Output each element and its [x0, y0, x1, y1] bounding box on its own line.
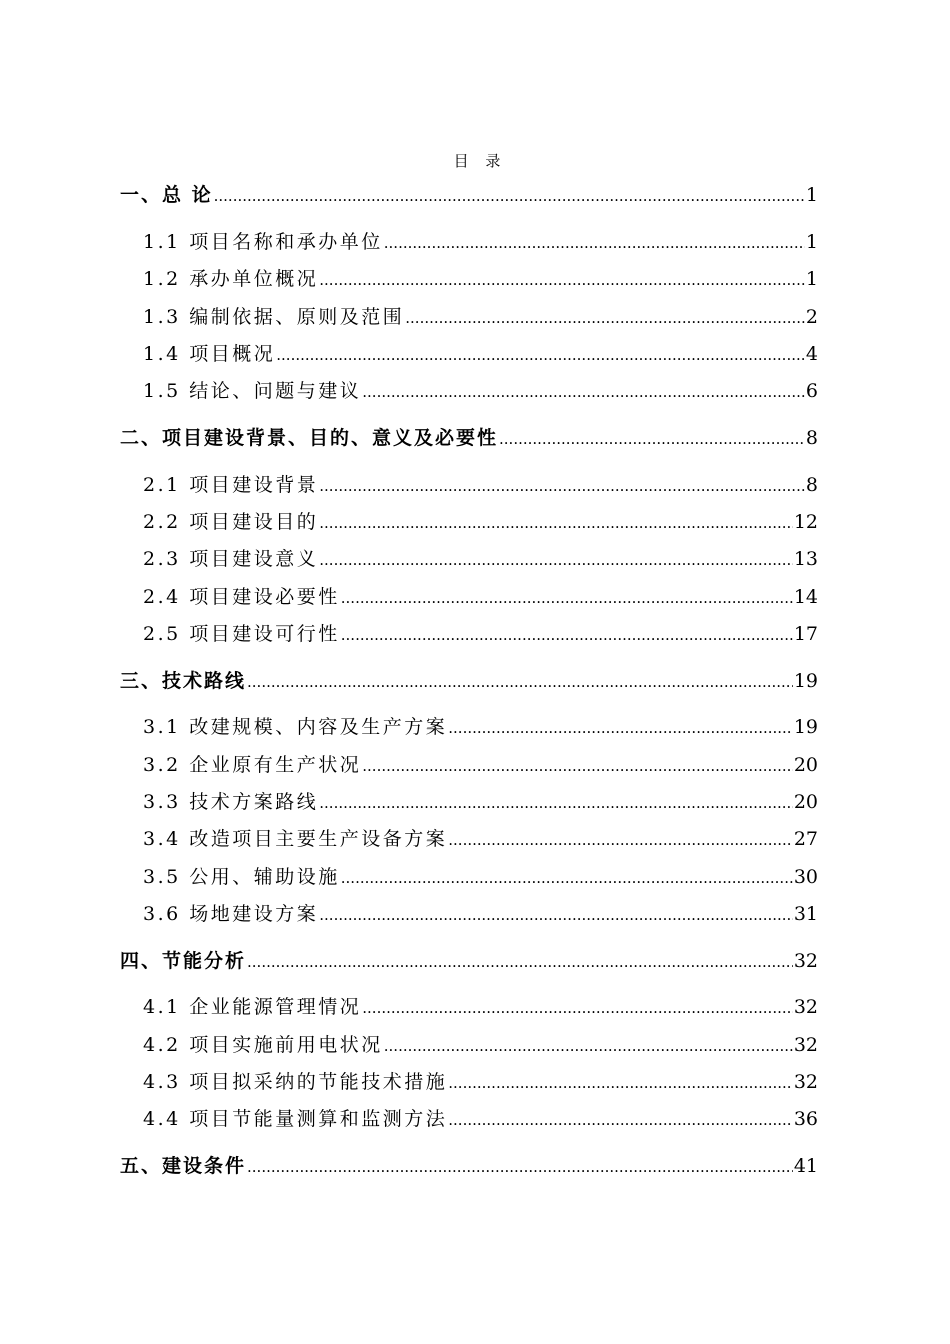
toc-entry[interactable]	[143, 264, 818, 294]
toc-entry-page: 20	[793, 791, 818, 813]
toc-dot-leader	[384, 228, 805, 258]
toc-entry-page: 31	[793, 903, 818, 925]
toc-entry-label: 二、项目建设背景、目的、意义及必要性	[120, 427, 499, 449]
toc-dot-leader	[319, 788, 793, 818]
toc-entry-page: 32	[793, 1071, 818, 1093]
toc-entry[interactable]	[120, 946, 818, 976]
toc-entry[interactable]	[143, 862, 818, 892]
toc-entry-label: 2.1 项目建设背景	[143, 474, 319, 496]
toc-entry[interactable]	[143, 992, 818, 1022]
toc-entry[interactable]	[143, 899, 818, 929]
toc-entry-page: 41	[793, 1155, 818, 1177]
toc-dot-leader	[362, 751, 793, 781]
toc-entry-page: 8	[805, 427, 818, 449]
toc-entry-page: 12	[793, 511, 818, 533]
toc-dot-leader	[319, 900, 793, 930]
toc-entry-page: 32	[793, 996, 818, 1018]
toc-entry[interactable]	[120, 1151, 818, 1181]
toc-dot-leader	[448, 1068, 793, 1098]
toc-entry[interactable]	[143, 302, 818, 332]
toc-entry-label: 4.2 项目实施前用电状况	[143, 1034, 383, 1056]
toc-entry-page: 1	[805, 268, 818, 290]
toc-entry-label: 1.1 项目名称和承办单位	[143, 231, 383, 253]
toc-entry-page: 19	[793, 670, 818, 692]
toc-entry-label: 3.1 改建规模、内容及生产方案	[143, 716, 448, 738]
toc-entry[interactable]	[120, 666, 818, 696]
toc-entry-page: 19	[793, 716, 818, 738]
toc-entry-label: 2.3 项目建设意义	[143, 548, 319, 570]
toc-dot-leader	[448, 713, 793, 743]
toc-dot-leader	[214, 181, 805, 211]
toc-entry[interactable]	[143, 376, 818, 406]
toc-entry-label: 3.4 改造项目主要生产设备方案	[143, 828, 448, 850]
toc-entry-label: 2.2 项目建设目的	[143, 511, 319, 533]
toc-entry-page: 27	[793, 828, 818, 850]
toc-entry[interactable]	[143, 582, 818, 612]
toc-entry-label: 4.1 企业能源管理情况	[143, 996, 362, 1018]
toc-entry-page: 1	[805, 184, 818, 206]
toc-dot-leader	[319, 508, 793, 538]
toc-entry-page: 14	[793, 586, 818, 608]
toc-dot-leader	[319, 265, 805, 295]
toc-entry-label: 1.2 承办单位概况	[143, 268, 319, 290]
toc-entry-label: 三、技术路线	[120, 670, 247, 692]
toc-entry-label: 2.5 项目建设可行性	[143, 623, 340, 645]
toc-entry-page: 36	[793, 1108, 818, 1130]
toc-entry-label: 3.2 企业原有生产状况	[143, 754, 362, 776]
toc-entry[interactable]	[143, 227, 818, 257]
toc-entry[interactable]	[143, 712, 818, 742]
toc-entry-label: 4.3 项目拟采纳的节能技术措施	[143, 1071, 448, 1093]
toc-dot-leader	[247, 947, 793, 977]
toc-entry-page: 20	[793, 754, 818, 776]
toc-entry-label: 1.5 结论、问题与建议	[143, 380, 362, 402]
toc-dot-leader	[276, 340, 805, 370]
toc-entry-page: 2	[805, 306, 818, 328]
toc-entry-label: 一、总 论	[120, 184, 213, 206]
toc-entry[interactable]	[143, 787, 818, 817]
toc-entry[interactable]	[143, 1067, 818, 1097]
toc-entry-label: 4.4 项目节能量测算和监测方法	[143, 1108, 448, 1130]
toc-entry[interactable]	[143, 824, 818, 854]
toc-entry[interactable]	[120, 180, 818, 210]
toc-dot-leader	[405, 303, 805, 333]
toc-entry-page: 17	[793, 623, 818, 645]
toc-entry[interactable]	[120, 423, 818, 453]
toc-dot-leader	[448, 1105, 793, 1135]
toc-entry[interactable]	[143, 339, 818, 369]
toc-entry-label: 3.6 场地建设方案	[143, 903, 319, 925]
toc-entry[interactable]	[143, 507, 818, 537]
toc-dot-leader	[448, 825, 793, 855]
toc-entry-page: 1	[805, 231, 818, 253]
toc-dot-leader	[384, 1031, 793, 1061]
toc-entry-page: 30	[793, 866, 818, 888]
toc-entry-label: 2.4 项目建设必要性	[143, 586, 340, 608]
toc-entry[interactable]	[143, 750, 818, 780]
toc-entry-page: 6	[805, 380, 818, 402]
toc-entry-label: 五、建设条件	[120, 1155, 247, 1177]
toc-dot-leader	[362, 993, 793, 1023]
toc-entry-label: 3.5 公用、辅助设施	[143, 866, 340, 888]
toc-entry-page: 32	[793, 1034, 818, 1056]
toc-dot-leader	[362, 377, 805, 407]
toc-entry-page: 8	[805, 474, 818, 496]
toc-entry[interactable]	[143, 470, 818, 500]
toc-entry-label: 1.3 编制依据、原则及范围	[143, 306, 405, 328]
toc-title: 目 录	[453, 152, 507, 170]
toc-dot-leader	[319, 471, 805, 501]
toc-entry[interactable]	[143, 619, 818, 649]
toc-entry-label: 四、节能分析	[120, 950, 247, 972]
toc-dot-leader	[247, 667, 793, 697]
toc-dot-leader	[247, 1152, 793, 1182]
toc-entry-page: 13	[793, 548, 818, 570]
toc-entry-page: 32	[793, 950, 818, 972]
toc-entry[interactable]	[143, 1104, 818, 1134]
toc-entry-label: 1.4 项目概况	[143, 343, 276, 365]
toc-entry[interactable]	[143, 544, 818, 574]
toc-entry-label: 3.3 技术方案路线	[143, 791, 319, 813]
toc-dot-leader	[341, 583, 793, 613]
toc-dot-leader	[341, 863, 793, 893]
toc-entry-page: 4	[805, 343, 818, 365]
toc-entry[interactable]	[143, 1030, 818, 1060]
toc-dot-leader	[499, 424, 805, 454]
toc-dot-leader	[341, 620, 793, 650]
toc-dot-leader	[319, 545, 793, 575]
